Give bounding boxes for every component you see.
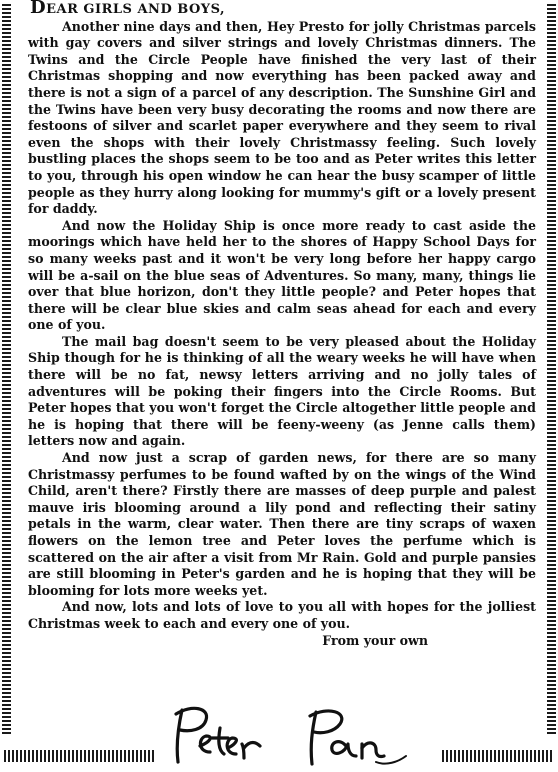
handwritten-signature [170,702,420,768]
letter-body [28,0,536,649]
bottom-right-decorative-border [442,750,554,762]
paragraph-garden-news: And now just a scrap of garden news, for there are so many Christmassy perfumes to be found wafted by on the wings of the Wind Child, aren't there? Firstly there are masses of deep purple and palest mauve iris blooming around a lily pond and reflecting their satiny petals in the warm, clear water. Then there are tiny scraps of waxen flowers on the lemon tree and Peter loves the perfume which is scattered on the air after a visit from Mr Rain. Gold and purple pansies are still blooming in Peter's garden and he is hoping that they will be blooming for lots more weeks yet. [28,450,536,598]
closing-line: From your own [322,632,428,648]
salutation-initial: D [30,0,47,18]
paragraph-mail-bag: The mail bag doesn't seem to be very pleased about the Holiday Ship though for he is thinking of all the weary weeks he will have when there will be no fat, newsy letters arriving and no jolly tales of adventures will be poking their fingers into the Circle Rooms. But Peter hopes that you won't forget the Circle altogether little people and he is hoping that there will be feeny-weeny (as Jenne calls them) letters now and again. [28,333,536,449]
right-decorative-border [547,4,556,736]
paragraph-christmas-parcels: Another nine days and then, Hey Presto for jolly Christmas parcels with gay covers and silver strings and lovely Christmas dinners. The Twins and the Circle People have finished the very last of their Christmas shopping and now everything has been packed away and there is not a sign of a parcel of any description. The Sunshine Girl and the Twins have been very busy decorating the rooms and now there are festoons of silver and scarlet paper everywhere and they seem to rival even the shops with their lovely Christmassy feeling. Such lovely bustling places the shops seem to be too and as Peter writes this letter to you, through his open window he can hear the busy scamper of little people as they hurry along looking for mummy's gift or a lovely present for daddy. [28,18,536,217]
left-decorative-border [2,4,11,736]
paragraph-love: And now, lots and lots of love to you all with hopes for the jolliest Christmas week to each and every one of you. [28,599,536,631]
salutation [30,0,536,19]
bottom-left-decorative-border [4,750,156,762]
paragraph-holiday-ship: And now the Holiday Ship is once more ready to cast aside the moorings which have held her to the shores of Happy School Days for so many weeks past and it won't be very long before her happy cargo will be a-sail on the blue seas of Adventures. So many, many, things lie over that blue horizon, don't they little people? and Peter hopes that there will be clear blue skies and calm seas ahead for each and every one of you. [28,217,536,333]
salutation-text: EAR GIRLS AND BOYS, [46,2,226,17]
